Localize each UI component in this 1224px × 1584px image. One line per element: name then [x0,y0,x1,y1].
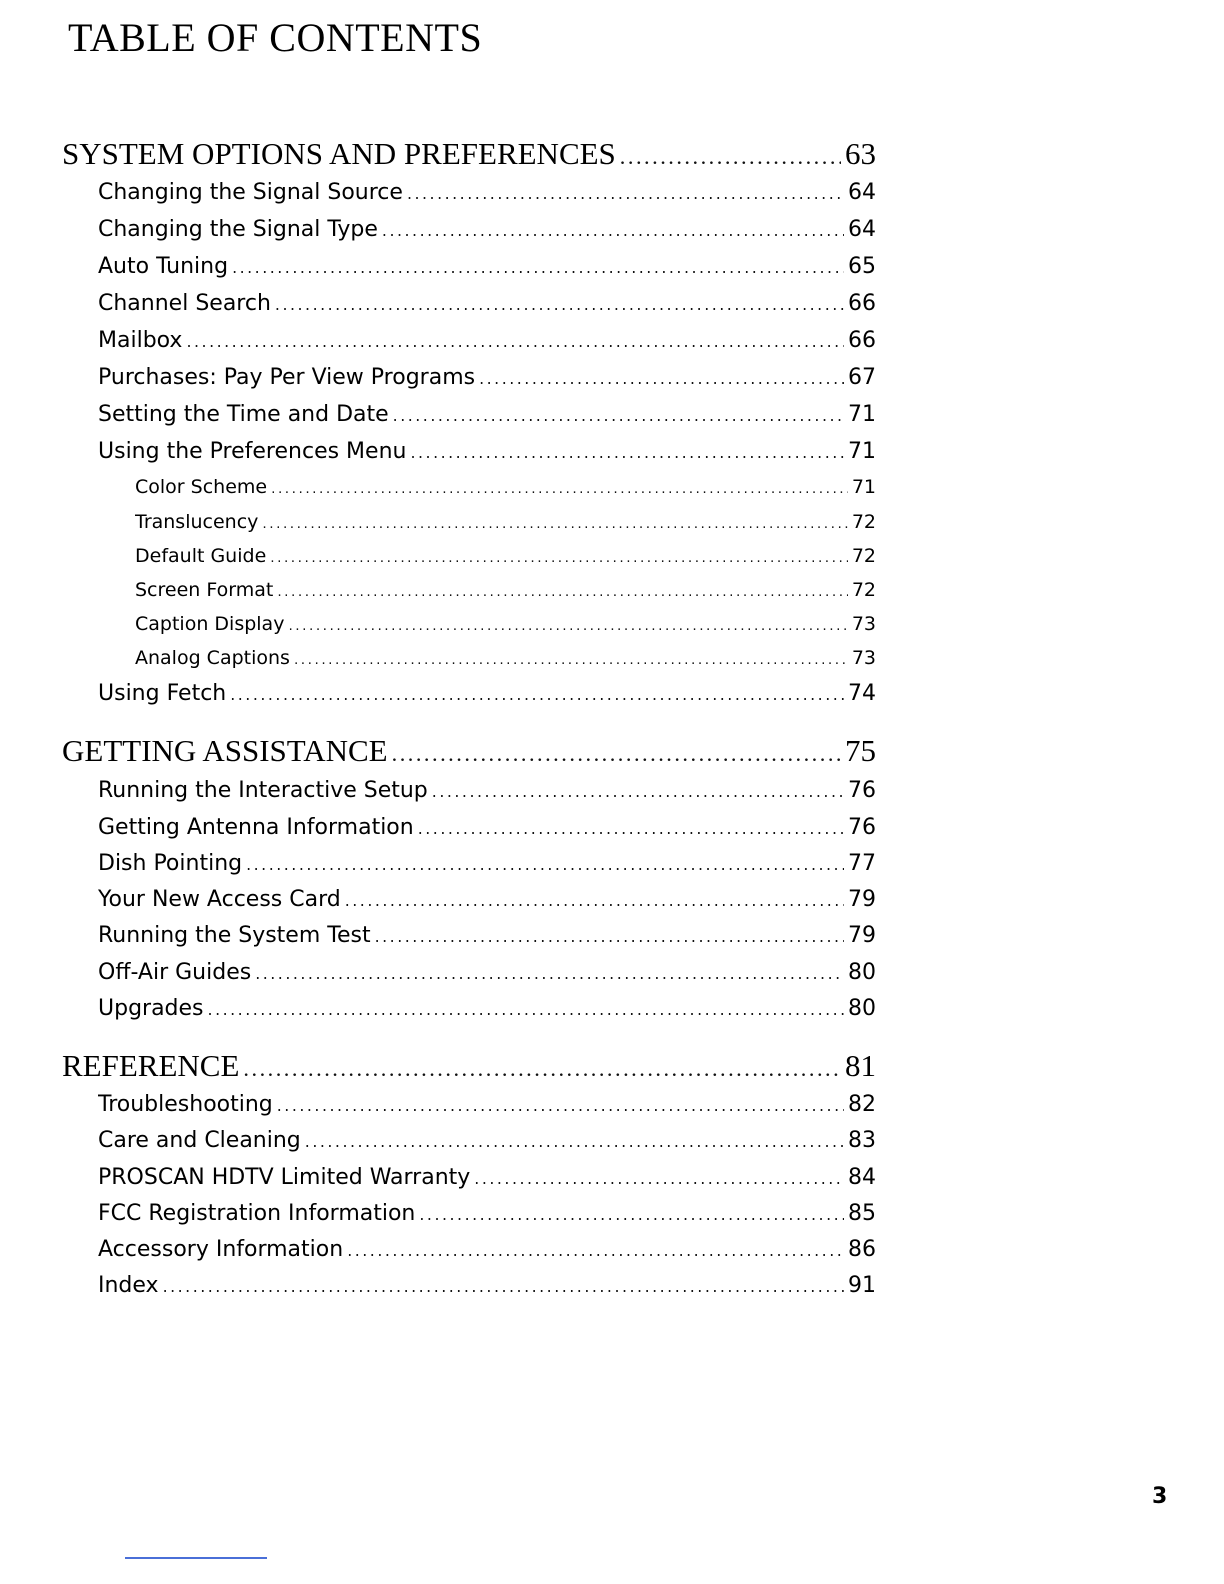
toc-entry[interactable] [98,365,876,390]
subentry-label: Translucency [135,511,259,533]
toc-entry[interactable] [98,681,876,706]
section-title: SYSTEM OPTIONS AND PREFERENCES [62,136,616,171]
footer-rule [125,1557,267,1559]
toc-entry[interactable] [98,815,876,840]
dot-leader [375,927,844,946]
dot-leader [163,1277,844,1296]
page-title: TABLE OF CONTENTS [68,15,483,60]
dot-leader [232,258,844,277]
toc-entry[interactable] [98,180,876,205]
entry-page-number: 74 [848,681,876,706]
dot-leader [277,1096,844,1115]
toc-subentry[interactable] [135,545,876,567]
dot-leader [620,144,841,170]
toc-entry[interactable] [98,1092,876,1117]
entry-page-number: 85 [848,1201,876,1226]
entry-label: Changing the Signal Source [98,180,403,205]
entry-page-number: 64 [848,217,876,242]
toc-entry[interactable] [98,1165,876,1190]
subentry-label: Color Scheme [135,476,268,498]
entry-label: Channel Search [98,291,271,316]
subentry-label: Caption Display [135,613,285,635]
entry-label: Your New Access Card [98,887,341,912]
entry-label: Troubleshooting [98,1092,273,1117]
toc-subentry[interactable] [135,613,876,635]
entry-label: Index [98,1273,159,1298]
dot-leader [243,1056,841,1082]
subentry-page-number: 72 [851,511,876,533]
dot-leader [208,1000,844,1019]
subentry-page-number: 71 [851,476,876,498]
dot-leader [270,550,848,566]
dot-leader [392,741,841,767]
toc-subentry[interactable] [135,647,876,669]
dot-leader [393,406,844,425]
subentry-label: Screen Format [135,579,274,601]
entry-label: FCC Registration Information [98,1201,416,1226]
entry-page-number: 84 [848,1165,876,1190]
entry-label: Getting Antenna Information [98,815,414,840]
dot-leader [407,184,844,203]
entry-label: Setting the Time and Date [98,402,389,427]
toc-entry[interactable] [98,1237,876,1262]
entry-label: Off-Air Guides [98,960,252,985]
toc-entry[interactable] [98,851,876,876]
dot-leader [271,481,848,497]
entry-label: PROSCAN HDTV Limited Warranty [98,1165,471,1190]
dot-leader [347,1241,844,1260]
entry-page-number: 79 [848,887,876,912]
toc-entry[interactable] [98,923,876,948]
dot-leader [230,685,844,704]
entry-page-number: 91 [848,1273,876,1298]
entry-label: Dish Pointing [98,851,243,876]
toc-entry[interactable] [98,291,876,316]
toc-entry[interactable] [98,960,876,985]
dot-leader [255,964,844,983]
entry-label: Accessory Information [98,1237,344,1262]
entry-page-number: 79 [848,923,876,948]
subentry-page-number: 72 [851,545,876,567]
entry-page-number: 66 [848,291,876,316]
toc-entry[interactable] [98,1201,876,1226]
section-page-number: 75 [845,733,876,768]
entry-page-number: 76 [848,815,876,840]
dot-leader [479,369,844,388]
subentry-page-number: 72 [851,579,876,601]
toc-entry[interactable] [98,254,876,279]
entry-page-number: 67 [848,365,876,390]
entry-page-number: 65 [848,254,876,279]
dot-leader [186,332,844,351]
entry-label: Upgrades [98,996,204,1021]
dot-leader [288,618,847,634]
dot-leader [305,1132,844,1151]
toc-section-heading[interactable] [62,1048,876,1084]
entry-page-number: 64 [848,180,876,205]
toc-entry[interactable] [98,402,876,427]
entry-label: Purchases: Pay Per View Programs [98,365,476,390]
toc-entry[interactable] [98,217,876,242]
dot-leader [474,1169,844,1188]
dot-leader [432,782,844,801]
toc-entry[interactable] [98,778,876,803]
section-title: GETTING ASSISTANCE [62,733,388,768]
entry-page-number: 71 [848,402,876,427]
dot-leader [410,443,844,462]
toc-entry[interactable] [98,1273,876,1298]
dot-leader [262,516,847,532]
entry-label: Running the Interactive Setup [98,778,428,803]
subentry-label: Default Guide [135,545,267,567]
dot-leader [294,652,848,668]
toc-entry[interactable] [98,439,876,464]
section-page-number: 81 [845,1048,876,1083]
entry-page-number: 77 [848,851,876,876]
page-number: 3 [1152,1484,1168,1509]
entry-page-number: 80 [848,996,876,1021]
toc-entry[interactable] [98,1128,876,1153]
section-title: REFERENCE [62,1048,240,1083]
subentry-page-number: 73 [851,613,876,635]
entry-label: Changing the Signal Type [98,217,378,242]
entry-page-number: 76 [848,778,876,803]
section-page-number: 63 [845,136,876,171]
entry-page-number: 80 [848,960,876,985]
toc-section-heading[interactable] [62,733,876,769]
dot-leader [345,891,844,910]
subentry-label: Analog Captions [135,647,290,669]
entry-label: Using the Preferences Menu [98,439,407,464]
toc-entry[interactable] [98,996,876,1021]
entry-page-number: 83 [848,1128,876,1153]
entry-page-number: 82 [848,1092,876,1117]
toc-entry[interactable] [98,328,876,353]
dot-leader [277,584,847,600]
entry-label: Auto Tuning [98,254,229,279]
entry-label: Mailbox [98,328,183,353]
dot-leader [275,295,844,314]
toc-subentry[interactable] [135,476,876,498]
subentry-page-number: 73 [851,647,876,669]
toc-subentry[interactable] [135,511,876,533]
dot-leader [418,819,844,838]
entry-page-number: 71 [848,439,876,464]
entry-label: Running the System Test [98,923,371,948]
toc-subentry[interactable] [135,579,876,601]
dot-leader [382,221,844,240]
toc-section-heading[interactable] [62,136,876,172]
entry-page-number: 86 [848,1237,876,1262]
entry-page-number: 66 [848,328,876,353]
toc-entry[interactable] [98,887,876,912]
dot-leader [246,855,844,874]
dot-leader [419,1205,844,1224]
entry-label: Care and Cleaning [98,1128,301,1153]
entry-label: Using Fetch [98,681,227,706]
